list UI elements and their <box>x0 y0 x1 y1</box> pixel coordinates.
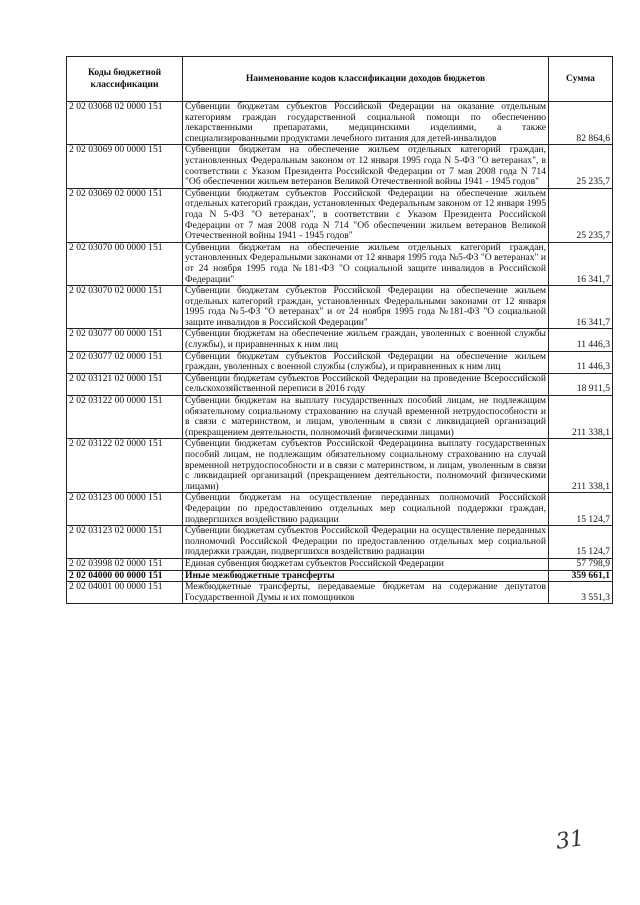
sum-cell: 11 446,3 <box>549 329 613 351</box>
name-cell: Субвенции бюджетам субъектов Российской Федерации на проведение Всероссийской сельскохозяйственной переписи в 2016 году <box>183 373 549 395</box>
name-cell: Субвенции бюджетам субъектов Российской Федерации на обеспечение жильем отдельных категорий граждан, установленных Федеральным законом от 12 января 1995 года N 5-ФЗ "О ветеранах", в соответствии с Указом Президента Российской Федерации от 7 мая 2008 года N 714 "Об обеспечении жильем ветеранов Великой Отечественной войны 1941 - 1945 годов" <box>183 188 549 242</box>
table-row <box>67 570 613 582</box>
code-cell: 2 02 03070 02 0000 151 <box>67 286 183 329</box>
code-cell: 2 02 03122 00 0000 151 <box>67 396 183 439</box>
name-cell: Субвенции бюджетам субъектов Российской Федерации на обеспечение жильем граждан, уволенных с военной службы (службы), и приравненных к ним лиц <box>183 351 549 373</box>
name-cell: Субвенции бюджетам на обеспечение жильем граждан, уволенных с военной службы (службы), и приравненных к ним лиц <box>183 329 549 351</box>
code-cell: 2 02 03123 02 0000 151 <box>67 526 183 559</box>
table-row <box>67 526 613 559</box>
name-cell: Субвенции бюджетам субъектов Российской Федерациина выплату государственных пособий лицам, не подлежащим обязательному социальному страхованию на случай временной нетрудоспособности и в связи с материнством, и лицам, уволенным в связи с ликвидацией организаций (прекращением деятельности, полномочий физическими лицами) <box>183 439 549 493</box>
sum-cell: 57 798,9 <box>549 558 613 570</box>
sum-cell: 3 551,3 <box>549 582 613 604</box>
table-row <box>67 558 613 570</box>
sum-cell: 82 864,6 <box>549 102 613 145</box>
name-cell: Межбюджетные трансферты, передаваемые бюджетам на содержание депутатов Государственной Думы и их помощников <box>183 582 549 604</box>
code-cell: 2 02 03077 02 0000 151 <box>67 351 183 373</box>
table-row <box>67 373 613 395</box>
table-header-row <box>67 57 613 102</box>
sum-cell: 211 338,1 <box>549 439 613 493</box>
code-cell: 2 02 03069 02 0000 151 <box>67 188 183 242</box>
sum-cell: 16 341,7 <box>549 286 613 329</box>
code-cell: 2 02 03068 02 0000 151 <box>67 102 183 145</box>
header-code: Коды бюджетной классификации <box>67 57 183 102</box>
table-row <box>67 242 613 285</box>
name-cell: Субвенции бюджетам на выплату государственных пособий лицам, не подлежащим обязательному социальному страхованию на случай временной нетрудоспособности и в связи с материнством, и лицам, уволенным в связи с ликвидацией организаций (прекращением деятельности, полномочий физическими лицами) <box>183 396 549 439</box>
code-cell: 2 02 03070 00 0000 151 <box>67 242 183 285</box>
table-row <box>67 582 613 604</box>
code-cell: 2 02 03077 00 0000 151 <box>67 329 183 351</box>
name-cell: Субвенции бюджетам субъектов Российской Федерации на обеспечение жильем отдельных категорий граждан, установленных Федеральными законами от 12 января 1995 года №5-ФЗ "О ветеранах" и от 24 ноября 1995 года №181-ФЗ "О социальной защите инвалидов в Российской Федерации" <box>183 286 549 329</box>
table-row <box>67 439 613 493</box>
code-cell: 2 02 04001 00 0000 151 <box>67 582 183 604</box>
name-cell: Субвенции бюджетам субъектов Российской Федерации на оказание отдельным категориям граждан государственной социальной помощи по обеспечению лекарственными препаратами, медицинскими изделиями, а также специализированными продуктами лечебного питания для детей-инвалидов <box>183 102 549 145</box>
sum-cell: 25 235,7 <box>549 145 613 188</box>
code-cell: 2 02 03998 02 0000 151 <box>67 558 183 570</box>
table-row <box>67 329 613 351</box>
name-cell: Субвенции бюджетам на осуществление переданных полномочий Российской Федерации по предоставлению отдельных мер социальной поддержки граждан, подвергшихся воздействию радиации <box>183 493 549 526</box>
name-cell: Субвенции бюджетам субъектов Российской Федерации на осуществление переданных полномочий Российской Федерации по предоставлению отдельных мер социальной поддержки граждан, подвергшихся воздействию радиации <box>183 526 549 559</box>
table-row <box>67 102 613 145</box>
table-row <box>67 286 613 329</box>
code-cell: 2 02 03122 02 0000 151 <box>67 439 183 493</box>
sum-cell: 25 235,7 <box>549 188 613 242</box>
sum-cell: 16 341,7 <box>549 242 613 285</box>
table-row <box>67 396 613 439</box>
code-cell: 2 02 03121 02 0000 151 <box>67 373 183 395</box>
name-cell: Иные межбюджетные трансферты <box>183 570 549 582</box>
table-row <box>67 493 613 526</box>
header-sum: Сумма <box>549 57 613 102</box>
header-name: Наименование кодов классификации доходов бюджетов <box>183 57 549 102</box>
name-cell: Субвенции бюджетам на обеспечение жильем отдельных категорий граждан, установленных Федеральным законом от 12 января 1995 года N 5-ФЗ "О ветеранах", в соответствии с Указом Президента Российской Федерации от 7 мая 2008 года N 714 "Об обеспечении жильем ветеранов Великой Отечественной войны 1941 - 1945 годов" <box>183 145 549 188</box>
sum-cell: 211 338,1 <box>549 396 613 439</box>
code-cell: 2 02 03123 00 0000 151 <box>67 493 183 526</box>
sum-cell: 15 124,7 <box>549 493 613 526</box>
table-row <box>67 351 613 373</box>
document-page <box>66 56 612 604</box>
code-cell: 2 02 04000 00 0000 151 <box>67 570 183 582</box>
sum-cell: 11 446,3 <box>549 351 613 373</box>
sum-cell: 18 911,5 <box>549 373 613 395</box>
sum-cell: 359 661,1 <box>549 570 613 582</box>
sum-cell: 15 124,7 <box>549 526 613 559</box>
budget-classification-table <box>66 56 613 604</box>
code-cell: 2 02 03069 00 0000 151 <box>67 145 183 188</box>
name-cell: Субвенции бюджетам на обеспечение жильем отдельных категорий граждан, установленных Федеральными законами от 12 января 1995 года №5-ФЗ "О ветеранах" и от 24 ноября 1995 года №181-ФЗ "О социальной защите инвалидов в Российской Федерации" <box>183 242 549 285</box>
table-body <box>67 102 613 604</box>
table-row <box>67 188 613 242</box>
name-cell: Единая субвенция бюджетам субъектов Российской Федерации <box>183 558 549 570</box>
table-row <box>67 145 613 188</box>
handwritten-page-number: 31 <box>554 826 586 855</box>
